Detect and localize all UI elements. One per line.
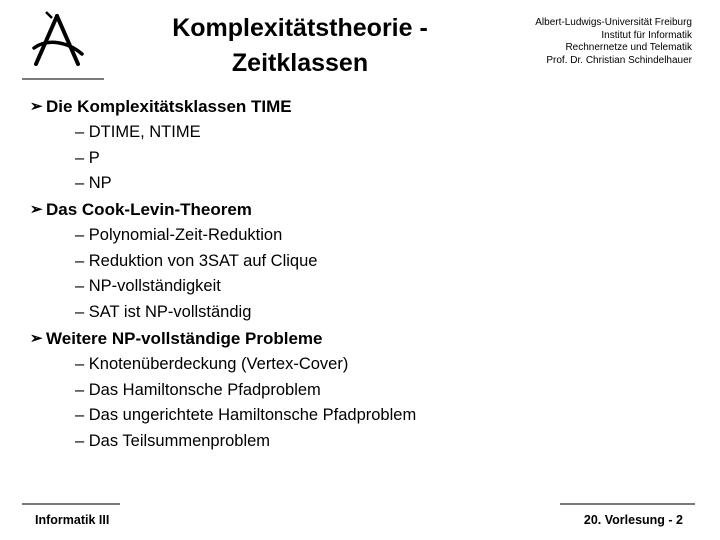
page-title — [140, 11, 460, 81]
outline-item: – P — [75, 148, 100, 167]
outline-item: – Reduktion von 3SAT auf Clique — [75, 251, 318, 270]
title-line-2: Zeitklassen — [231, 49, 369, 77]
outline-item: – Das ungerichtete Hamiltonsche Pfadproblem — [75, 406, 417, 425]
outline-item: – DTIME, NTIME — [75, 123, 201, 141]
outline-section-3 — [30, 326, 690, 352]
outline-item: – Das Teilsummenproblem — [75, 431, 271, 450]
title-line-1: Komplexitätstheorie - — [172, 14, 428, 42]
professor-name: Prof. Dr. Christian Schindelhauer — [546, 54, 692, 66]
institute-name: Institut für Informatik — [601, 29, 692, 41]
outline-item: – Knotenüberdeckung (Vertex-Cover) — [75, 354, 349, 373]
arrow-bullet-icon: ➢ — [30, 98, 43, 115]
outline-item: – Polynomial-Zeit-Reduktion — [75, 226, 283, 245]
outline-item: – NP — [75, 174, 112, 193]
arrow-bullet-icon: ➢ — [30, 329, 43, 347]
footer-course-name: Informatik III — [35, 513, 110, 527]
header-rule — [22, 78, 104, 80]
footer-rule-right — [560, 503, 695, 505]
outline-section-title: Die Komplexitätsklassen TIME — [46, 97, 292, 116]
department-name: Rechnernetze und Telematik — [565, 42, 692, 53]
footer-rule-left — [22, 503, 120, 505]
university-name: Albert-Ludwigs-Universität Freiburg — [535, 17, 692, 28]
slide-content — [30, 94, 690, 455]
institute-block — [442, 17, 692, 67]
arrow-bullet-icon: ➢ — [30, 201, 43, 219]
outline-section-title: Weitere NP-vollständige Probleme — [46, 328, 323, 348]
outline-section-title: Das Cook-Levin-Theorem — [46, 200, 252, 220]
outline-section-2 — [30, 197, 690, 223]
outline-item: – SAT ist NP-vollständig — [75, 303, 252, 322]
footer-page-number: 20. Vorlesung - 2 — [583, 513, 683, 527]
university-logo — [26, 8, 88, 70]
outline-section-1 — [30, 94, 690, 120]
outline-item: – Das Hamiltonsche Pfadproblem — [75, 380, 321, 399]
outline-item: – NP-vollständigkeit — [75, 277, 221, 296]
